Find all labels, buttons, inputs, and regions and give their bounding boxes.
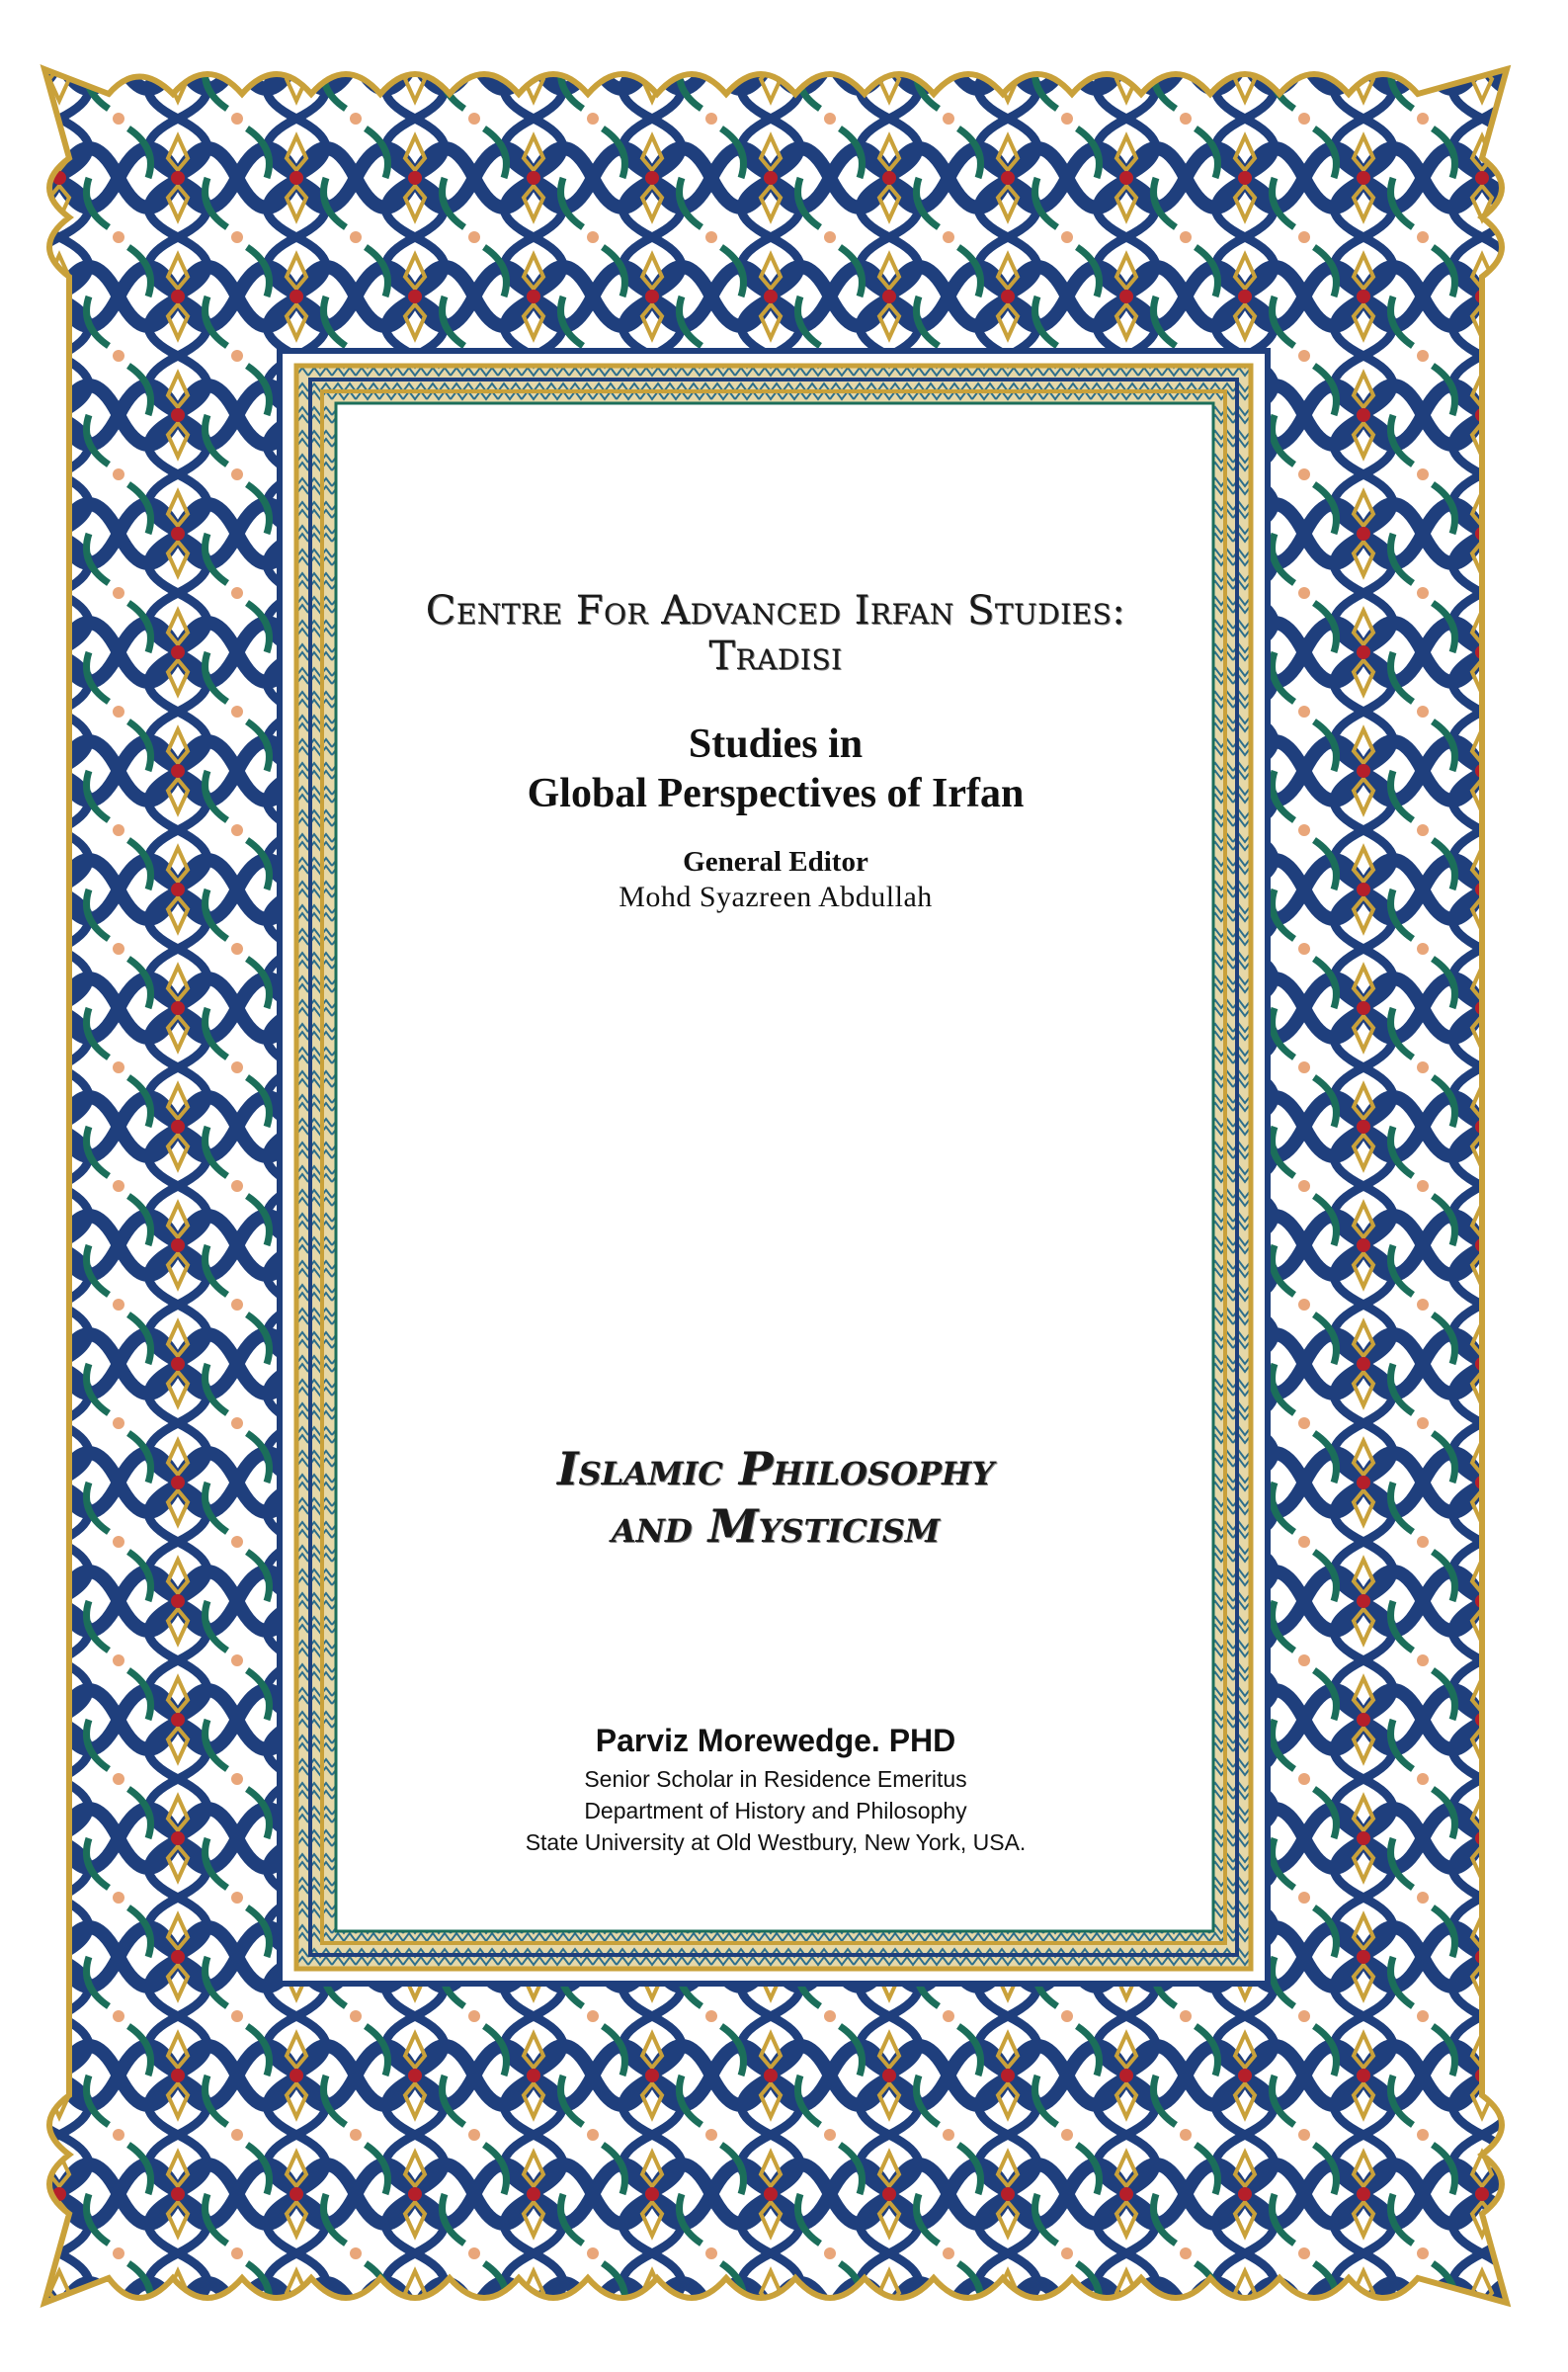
series-subtitle-line2: Global Perspectives of Irfan: [527, 771, 1025, 816]
series-subtitle-line1: Studies in: [688, 721, 864, 767]
author-affiliation-line: Department of History and Philosophy: [584, 1798, 967, 1823]
author-name: Parviz Morewedge. PHD: [595, 1723, 956, 1758]
book-title-line2: and Mysticism: [611, 1499, 941, 1553]
general-editor-name: Mohd Syazreen Abdullah: [619, 881, 933, 913]
author-affiliation-line: Senior Scholar in Residence Emeritus: [584, 1766, 967, 1792]
series-title: [341, 588, 1210, 679]
book-title-line1: Islamic Philosophy: [556, 1442, 995, 1495]
title-page-panel: [341, 405, 1210, 1927]
series-title-line1: Centre For Advanced Irfan Studies:: [425, 588, 1126, 634]
series-title-line2: Tradisi: [708, 634, 843, 679]
book-title: [341, 1440, 1210, 1555]
general-editor-label: General Editor: [683, 846, 868, 878]
author-affiliation-line: State University at Old Westbury, New York, USA.: [525, 1829, 1027, 1855]
series-subtitle: [341, 720, 1210, 818]
author-affiliation: [341, 1763, 1210, 1858]
